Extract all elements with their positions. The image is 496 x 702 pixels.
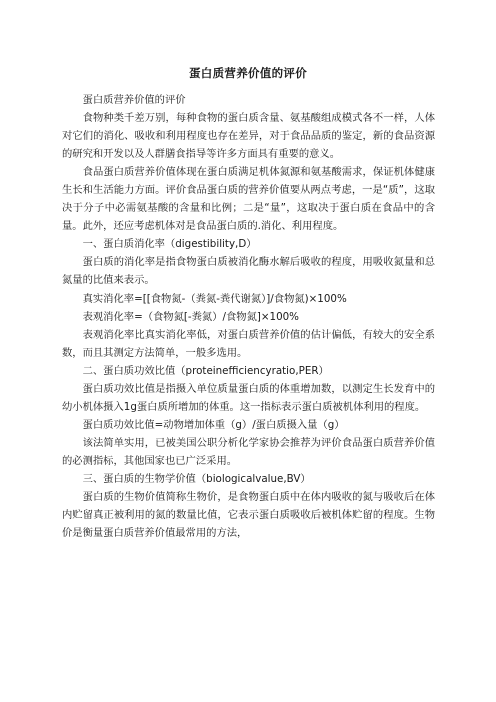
formula-apparent-digestibility: 表观消化率=（食物氮[-粪氮）/食物氮]×100% [82, 310, 299, 323]
section-heading-per: 二、蛋白质功效比值（proteinefficiencyratio,PER） [82, 364, 329, 377]
formula-per: 蛋白质功效比值=动物增加体重（g）/蛋白质摄入量（g） [82, 418, 345, 431]
paragraph-intro: 食物种类千差万别，每种食物的蛋白质含量、氨基酸组成模式各不一样，人体对它们的消化、吸收和利用程度也存在差异，对于食品品质的鉴定，新的食品资源的研究和开发以及人群膳食指导等许多方面具有重要的意义。 [62, 112, 435, 161]
paragraph-digestibility-definition: 蛋白质的消化率是指食物蛋白质被消化酶水解后吸收的程度，用吸收氮量和总氮量的比值来表示。 [62, 256, 435, 287]
section-heading-digestibility: 一、蛋白质消化率（digestibility,D） [82, 238, 257, 251]
document-title: 蛋白质营养价值的评价 [189, 66, 307, 80]
section-heading-bv: 三、蛋白质的生物学价值（biologicalvalue,BV） [82, 472, 311, 485]
paragraph-subtitle: 蛋白质营养价值的评价 [82, 94, 186, 106]
paragraph-bv-definition: 蛋白质的生物价值简称生物价，是食物蛋白质中在体内吸收的氮与吸收后在体内贮留真正被利用的氮的数量比值，它表示蛋白质吸收后被机体贮留的程度。生物价是衡量蛋白质营养价值最常用的方法， [62, 491, 435, 540]
formula-true-digestibility: 真实消化率=[[食物氮-（粪氮-粪代谢氮）]/食物氮)×100% [82, 292, 347, 305]
paragraph-per-usage: 该法简单实用，已被美国公职分析化学家协会推荐为评价食品蛋白质营养价值的必测指标，其他国家也已广泛采用。 [62, 436, 435, 467]
paragraph-per-definition: 蛋白质功效比值是指摄入单位质量蛋白质的体重增加数，以测定生长发育中的幼小机体摄入1g蛋白质所增加的体重。这一指标表示蛋白质被机体利用的程度。 [62, 382, 435, 413]
paragraph-digestibility-comparison: 表观消化率比真实消化率低，对蛋白质营养价值的估计偏低，有较大的安全系数，而且其测定方法简单，一般多选用。 [62, 328, 435, 359]
document-body [62, 91, 435, 542]
paragraph-value-overview: 食品蛋白质营养价值体现在蛋白质满足机体氮源和氨基酸需求，保证机体健康生长和生活能力方面。评价食品蛋白质的营养价值要从两点考虑，一是“质”，这取决于分子中必需氨基酸的含量和比例；二是“量”，这取决于蛋白质在食品中的含量。此外，还应考虑机体对是食品蛋白质的.消化、利用程度。 [62, 166, 435, 233]
